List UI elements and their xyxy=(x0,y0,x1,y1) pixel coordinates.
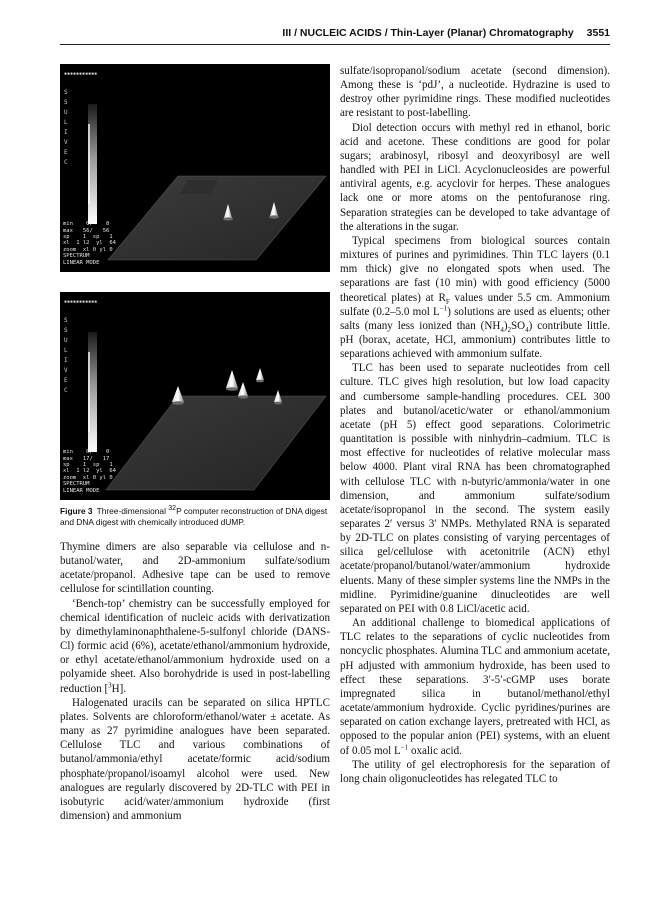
paragraph: sulfate/isopropanol/sodium acetate (second dimension). Among these is ‘pdJ’, a nucleotide. Hydrazine is used to destroy other pyrimidine rings. These modified nucleotides are resistant to post-labelling. xyxy=(340,65,610,120)
running-header xyxy=(60,27,610,43)
svg-text:S: S xyxy=(64,317,68,324)
figure-caption: Figure 3 Three-dimensional $^{32}$P computer reconstruction of DNA digest and DNA digest with chemically introduced dUMP. xyxy=(60,505,328,527)
paragraph: Typical specimens from biological sources contain mixtures of purines and pyrimidines. Thin TLC layers (0.1 mm thick) give no elongated spots when used. The separations are fast (10 min) with good efficiency (5000 theoretical plates) at $R_F$ values under 5.5 cm. Ammonium sulfate (0.2–5.0 mol $L^{-1}$) solutions are used as eluents; other salts (many less ionized than $(NH_4)_2SO_4$) contribute little. pH (borax, acetate, HCl, ammonium) contributes little to separations achieved with ammonium sulfate. xyxy=(340,234,610,361)
svg-text:U: U xyxy=(64,109,68,116)
figure-3 xyxy=(60,64,330,498)
svg-text:C: C xyxy=(64,159,68,166)
svg-text:I: I xyxy=(64,357,68,364)
paragraph: Halogenated uracils can be separated on silica HPTLC plates. Solvents are chloroform/ethanol/water ± acetate. As many as 27 pyrimidine analogues have been separated. Cellulose TLC and various combinations of butanol/ammonia/ethyl acetate/formic acid/sodium phosphate/propanol/isoamyl alcohol were used. New analogues are regularly discovered by 2D-TLC with PEI in isobutyric acid/water/ammonium hydroxide (first dimension) and ammonium xyxy=(60,696,330,822)
figure-panel-dna-digest xyxy=(60,64,330,272)
figure-label: Figure 3 xyxy=(60,506,93,516)
spot-peak xyxy=(256,368,264,380)
svg-text:U: U xyxy=(64,337,68,344)
paragraph: Diol detection occurs with methyl red in ethanol, boric acid and acetone. These conditions are good for polar sugars; arabinosyl, ribosyl and deoxyribosyl are well handled with PEI in LiCl. Acyclonucleosides are powerful antiviral agents, e.g. acyclovir for herpes. These analogues lack one or more atoms on the pentofuranose ring. Separation strategies can be developed to take advantage of the alterations in the sugar. xyxy=(340,121,610,233)
svg-text:V: V xyxy=(64,367,68,374)
tlc-plate-surface xyxy=(108,176,326,260)
svg-text:S: S xyxy=(64,89,68,96)
svg-text:V: V xyxy=(64,139,68,146)
panel-a-readout: min 0/ 0 max 56/ 56 sp 1 sp 1 xl 1 l2 yl 64 zoom xl 0 yl 0 SPECTRUM LINEAR MODE xyxy=(63,221,116,266)
tlc-plate-surface xyxy=(106,396,326,490)
figure-panel-dna-dump xyxy=(60,292,330,500)
paragraph: ‘Bench-top’ chemistry can be successfully employed for chemical identification of nucleic acids with derivatization by dimethylaminonaphthalene-5-sulfonyl chloride (DANS-Cl) formic acid (6%), acetate/ethanol/ammonium hydroxide, or ethyl acetate/ethanol/ammonium hydroxide used on a polyamide sheet. Also borohydride is used in post-labelling reduction [$^3$H]. xyxy=(60,597,330,695)
panel-b-readout: min 0/ 0 max 17/ 17 sp 1 sp 1 xl 1 l2 yl 64 zoom xl 0 yl 0 SPECTRUM LINEAR MODE xyxy=(63,449,116,494)
header-rule xyxy=(60,44,610,45)
panel-a-top-readout: ▪▪▪▪▪▪▪▪▪▪▪ xyxy=(64,71,98,77)
paragraph: Thymine dimers are also separable via cellulose and n-butanol/water, and 2D-ammonium sulfate/sodium acetate/propanol. Adhesive tape can be used to remove cellulose for scintillation counting. xyxy=(60,541,330,596)
svg-text:E: E xyxy=(64,149,68,156)
spot-peak xyxy=(172,386,184,402)
svg-text:S: S xyxy=(64,327,68,334)
spot-peak xyxy=(238,382,248,396)
paragraph: An additional challenge to biomedical applications of TLC relates to the separations of cyclic nucleotides from noncyclic phosphates. Alumina TLC and ammonium acetate, pH adjusted with ammonium hydroxide, has been used to effect these separations. 3′-5′-cGMP uses borate impregnated silica in butanol/methanol/ethyl acetate/ammonium hydroxide. Cyclic pyridines/purines are separated on cation exchange layers, pretreated with HCl, as opposed to the popular anion (PEI) systems, with an eluent of 0.05 mol $L^{-1}$ oxalic acid. xyxy=(340,617,610,757)
paragraph: TLC has been used to separate nucleotides from cell culture. TLC gives high resolution, but low load capacity and cumbersome sample-handling procedures. CEL 300 plates and butanol/acetic/water or ethanol/ammonium acetate (pH 5) effect good separations. Colorimetric quantitation is possible with ninhydrin–cadmium. TLC is most effective for nucleotides of relative molecular mass below 4000. Plant viral RNA has been chromatographed with cellulose TLC with n-butyric/ammonia/water in one dimension, and ammonium sulfate/sodium acetate/isopropanol in the second. The system easily separates 2′ versus 3′ NMPs. Methylated RNA is separated by 2D-TLC on plates consisting of varying percentages of silica gel/cellulose with acetonitrile (ACN) ethyl acetate/propanol/butanol/water/ammonium hydroxide eluents. Many of these simpler systems line the NMPs in the midline. Pyrimidine/guanine dinucleotides are well separated on PEI with 0.8 LiCl/acetic acid. xyxy=(340,362,610,615)
svg-text:E: E xyxy=(64,377,68,384)
svg-text:L: L xyxy=(64,119,68,126)
page-number: 3551 xyxy=(586,27,610,39)
svg-text:S: S xyxy=(64,99,68,106)
right-column xyxy=(340,64,610,786)
paragraph: The utility of gel electrophoresis for the separation of long chain oligonucleotides has relegated TLC to xyxy=(340,758,610,785)
panel-b-top-readout: ▪▪▪▪▪▪▪▪▪▪▪ xyxy=(64,299,98,305)
svg-text:L: L xyxy=(64,347,68,354)
svg-text:I: I xyxy=(64,129,68,136)
spot-peak xyxy=(226,370,238,388)
left-column xyxy=(60,52,330,823)
running-title: III / NUCLEIC ACIDS / Thin-Layer (Planar) Chromatography xyxy=(282,27,574,39)
svg-text:C: C xyxy=(64,387,68,394)
